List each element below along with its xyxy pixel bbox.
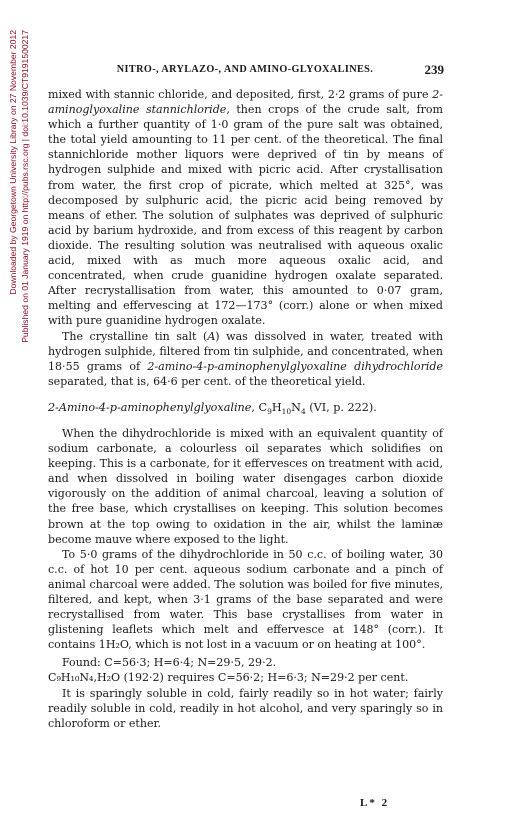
p2-text-c: ) was dissolved in water, treated with hydrogen sulphide, filtered from tin sulphide, and concentrated, when 18·55 grams of	[48, 329, 443, 373]
paragraph-5: It is sparingly soluble in cold, fairly readily so in hot water; fairly readily soluble in cold, readily in hot alcohol, and very sparingly so in chloroform or ether.	[48, 686, 443, 730]
page-number: 239	[424, 62, 444, 77]
heading-c: , C	[251, 400, 268, 414]
p2-text-a: The crystalline tin salt (	[62, 329, 208, 343]
running-title: NITRO-, ARYLAZO-, AND AMINO-GLYOXALINES.	[116, 64, 374, 75]
body-text	[48, 87, 443, 731]
p2-compound: 2-amino-4-p-aminophenylglyoxaline dihydrochloride	[147, 359, 443, 373]
running-header	[0, 64, 512, 80]
heading-h: H	[271, 400, 282, 414]
analysis-required: C₉H₁₀N₄,H₂O (192·2) requires C=56·2; H=6·3; N=29·2 per cent.	[48, 671, 409, 685]
p1-text-c: , then crops of the crude salt, from which a further quantity of 1·0 gram of the pure salt was obtained, the total yield amounting to 11 per cent. of the theoretical. The final stannichloride mother liquors were deprived of tin by means of hydrogen sulphide and mixed with picric acid. After crystallisation from water, the first crop of picrate, which melted at 325°, was decomposed by sulphuric acid, the picric acid being removed by means of ether. The solution of sulphates was deprived of sulphuric acid by barium hydroxide, and from excess of this reagent by carbon dioxide. The resulting solution was neutralised with aqueous oxalic acid, mixed with as much more aqueous oxalic acid, and concentrated, when crude guanidine hydrogen oxalate separated. After recrystallisation from water, this amounted to 0·07 gram, melting and effervescing at 172—173° (corr.) alone or when mixed with pure guanidine hydrogen oxalate.	[48, 103, 443, 328]
heading-sub-4: 4	[300, 407, 306, 417]
p1-text-a: mixed with stannic chloride, and deposited, first, 2·2 grams of pure	[48, 88, 433, 101]
p2-text-e: separated, that is, 64·6 per cent. of the theoretical yield.	[48, 374, 366, 388]
paragraph-1	[48, 87, 443, 329]
heading-sub-9: 9	[267, 407, 272, 417]
p1-compound: 2-aminoglyoxaline stannichloride	[48, 88, 443, 117]
heading-compound: 2-Amino-4-p-aminophenylglyoxaline	[48, 400, 252, 414]
paragraph-2	[48, 329, 443, 389]
p2-letter: A	[207, 329, 216, 343]
heading-ref: (VI, p. 222).	[305, 400, 377, 414]
paragraph-4: To 5·0 grams of the dihydrochloride in 50 c.c. of boiling water, 30 c.c. of hot 10 per cent. aqueous sodium carbonate and a pinch of animal charcoal were added. The solution was boiled for five minutes, filtered, and kept, when 3·1 grams of the base separated and were recrystallised from water. This base crystallises from water in glistening leaflets which melt and effervesce at 148° (corr.). It contains 1H₂O, which is not lost in a vacuum or on heating at 100°.	[48, 547, 443, 652]
heading-n: N	[291, 400, 301, 414]
analysis-found: Found: C=56·3; H=6·4; N=29·5, 29·2.	[62, 656, 277, 670]
paragraph-3: When the dihydrochloride is mixed with an equivalent quantity of sodium carbonate, a colourless oil separates which solidifies on keeping. This is a carbonate, for it effervesces on treatment with acid, and when dissolved in boiling water disengages carbon dioxide vigorously on the addition of animal charcoal, leaving a solution of the free base, which crystallises on keeping. This solution becomes brown at the top owing to oxidation in the air, whilst the laminæ become mauve where exposed to the light.	[48, 426, 443, 546]
publication-notice: Published on 01 January 1919 on http://pubs.rsc.org | doi:10.1039/CT9191500217	[20, 30, 30, 343]
download-notice: Downloaded by Georgetown University Library on 27 November 2012	[8, 30, 18, 295]
section-heading	[48, 400, 443, 415]
heading-sub-10: 10	[281, 407, 292, 417]
signature-mark: L* 2	[360, 797, 390, 809]
